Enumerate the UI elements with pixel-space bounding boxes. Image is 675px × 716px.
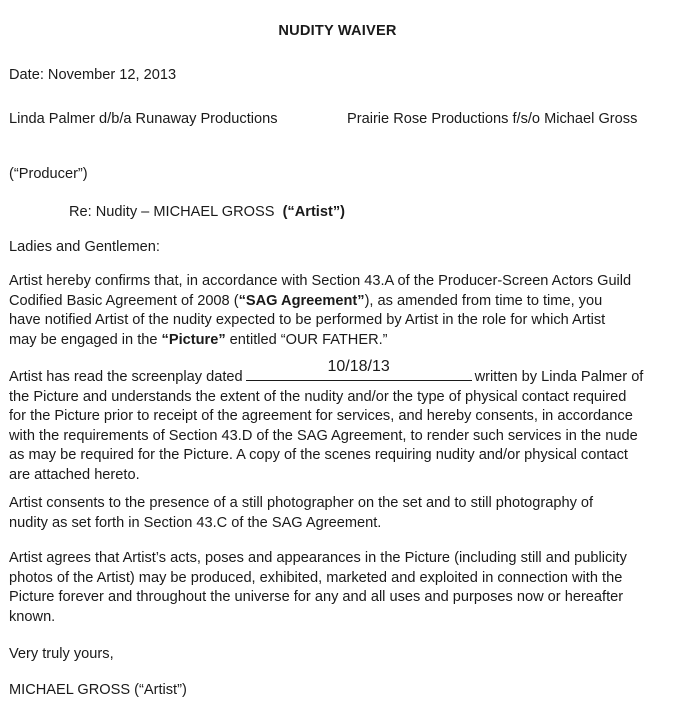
party-left: Linda Palmer d/b/a Runaway Productions (9, 111, 278, 127)
para-line: known. (9, 608, 56, 625)
producer-label: (“Producer”) (9, 166, 88, 182)
signature-line: MICHAEL GROSS (“Artist”) (9, 682, 187, 698)
picture-term: “Picture” (161, 331, 226, 348)
para-line: Artist hereby confirms that, in accordance with Section 43.A of the Producer-Screen Actors Guild (9, 273, 632, 289)
para-line: may be engaged in the “Picture” entitled “OUR FATHER.” (9, 331, 388, 348)
para-line: Artist consents to the presence of a still photographer on the set and to still photography of (9, 495, 594, 511)
para-line: are attached hereto. (9, 466, 140, 483)
para-line: for the Picture prior to receipt of the agreement for services, and hereby consents, in accordance (9, 408, 633, 425)
para-line: Codified Basic Agreement of 2008 (“SAG Agreement”), as amended from time to time, you (9, 292, 603, 309)
para-line: nudity as set forth in Section 43.C of the SAG Agreement. (9, 514, 382, 531)
re-line (69, 202, 345, 222)
para-line: the Picture and understands the extent of the nudity and/or the type of physical contact required (9, 388, 627, 405)
paragraph-section-43a (9, 272, 671, 350)
para-line: Artist agrees that Artist’s acts, poses and appearances in the Picture (including still and publicity (9, 550, 627, 566)
date-line: Date: November 12, 2013 (9, 67, 177, 83)
document-title: NUDITY WAIVER (278, 23, 397, 39)
re-prefix: Re: Nudity – MICHAEL GROSS (69, 204, 275, 220)
paragraph-screenplay (9, 358, 671, 486)
paragraph-acts-poses (9, 549, 671, 627)
para-line: with the requirements of Section 43.D of the SAG Agreement, to render such services in the nude (9, 427, 638, 444)
closing: Very truly yours, (9, 646, 114, 662)
screenplay-date-value: 10/18/13 (327, 358, 390, 375)
re-artist: (“Artist”) (282, 204, 345, 220)
party-right: Prairie Rose Productions f/s/o Michael Gross (347, 111, 638, 127)
screenplay-date-field (246, 358, 472, 381)
para-line: as may be required for the Picture. A copy of the scenes requiring nudity and/or physical contact (9, 447, 628, 464)
para-line: Picture forever and throughout the universe for any and all uses and purposes now or hereafter (9, 589, 624, 606)
para-line: photos of the Artist) may be produced, exhibited, marketed and exploited in connection with the (9, 569, 623, 586)
salutation: Ladies and Gentlemen: (9, 239, 160, 255)
sag-agreement-term: “SAG Agreement” (238, 292, 365, 309)
para-line: Artist has read the screenplay dated 10/18/13 written by Linda Palmer of (9, 358, 644, 385)
para-line: have notified Artist of the nudity expected to be performed by Artist in the role for which Artist (9, 312, 606, 329)
paragraph-still-photographer (9, 494, 671, 533)
